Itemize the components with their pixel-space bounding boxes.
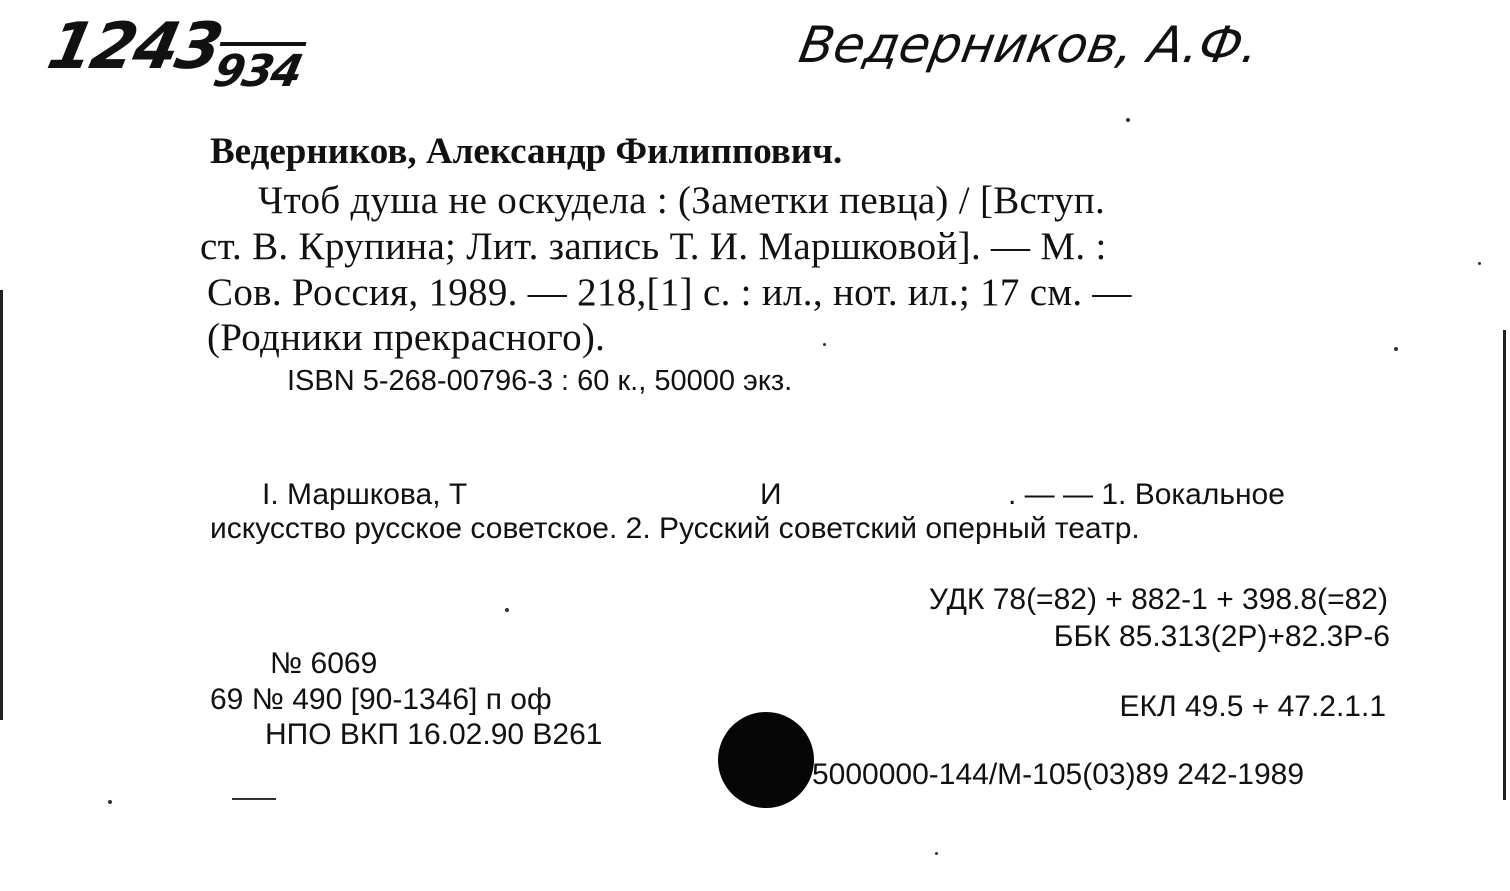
speck xyxy=(1126,118,1130,122)
handwritten-author-note: Ведерников, А.Ф. xyxy=(794,16,1264,74)
speck xyxy=(505,608,509,612)
author-heading: Ведерников, Александр Филиппович. xyxy=(210,131,843,172)
bbk-code: ББК 85.313(2Р)+82.3Р-6 xyxy=(1053,620,1390,653)
tracing-line-1-part-b: И xyxy=(760,478,782,511)
description-line-3: Сов. Россия, 1989. — 218,[1] с. : ил., нот. ил.; 17 см. — xyxy=(207,271,1132,314)
ekl-code: ЕКЛ 49.5 + 47.2.1.1 xyxy=(1119,690,1386,723)
card-edge-left xyxy=(0,290,3,720)
npo-line: НПО ВКП 16.02.90 В261 xyxy=(265,718,603,751)
udk-code: УДК 78(=82) + 882-1 + 398.8(=82) xyxy=(928,583,1388,616)
tracing-line-2: искусство русское советское. 2. Русский советский оперный театр. xyxy=(210,512,1140,545)
publication-code: 5000000-144/М-105(03)89 242-1989 xyxy=(812,758,1305,791)
speck xyxy=(935,852,938,855)
order-line: 69 № 490 [90-1346] п оф xyxy=(210,683,552,716)
handwritten-inventory-sub: 934 xyxy=(208,46,306,97)
description-line-2: ст. В. Крупина; Лит. запись Т. И. Маршковой]. — М. : xyxy=(200,225,1107,268)
handwritten-inventory-number: $1243_{934}$ xyxy=(41,10,306,97)
tracing-line-1-part-c: . — — 1. Вокальное xyxy=(1008,478,1285,511)
card-edge-right xyxy=(1503,330,1506,800)
tracing-line-1-part-a: I. Маршкова, Т xyxy=(262,478,468,511)
isbn-line: ISBN 5-268-00796-3 : 60 к., 50000 экз. xyxy=(287,365,793,397)
card-number: № 6069 xyxy=(270,647,378,680)
card-punch-hole xyxy=(718,712,814,808)
speck xyxy=(1394,347,1398,351)
speck xyxy=(108,800,112,804)
speck xyxy=(1478,262,1481,265)
speck xyxy=(823,343,826,346)
description-line-4: (Родники прекрасного). xyxy=(207,316,606,359)
description-line-1: Чтоб душа не оскудела : (Заметки певца) / [Вступ. xyxy=(258,179,1106,222)
speck xyxy=(232,798,276,800)
